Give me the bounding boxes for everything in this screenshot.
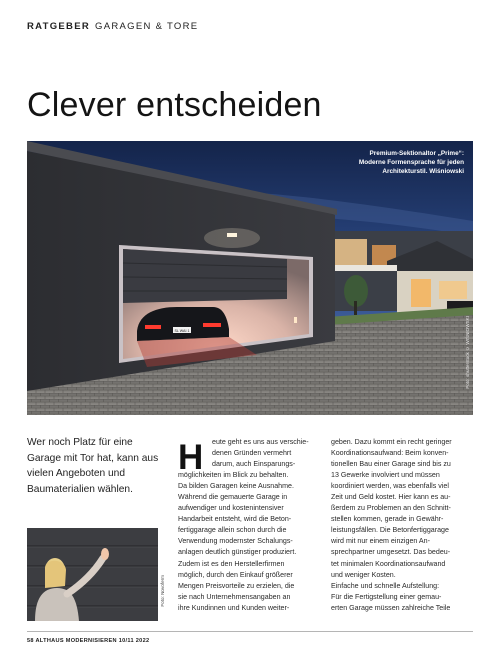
license-plate: SL WAI 1 (174, 329, 190, 333)
body-text-line: Mengen Preisvorteile zu erzielen, die (178, 581, 295, 590)
body-text-line: wird mit nur einem einzigen An- (331, 537, 430, 546)
kicker-category: RATGEBER (27, 21, 91, 32)
body-text-line: Handarbeit entsteht, wird die Beton- (178, 515, 292, 524)
body-text-line: Da bilden Garagen keine Ausnahme. (178, 482, 294, 491)
garage-night-illustration (27, 141, 473, 415)
body-text-line: Zudem ist es den Herstellerfirmen (178, 559, 285, 568)
body-text-line: Für die Fertigstellung einer gemau- (331, 592, 442, 601)
body-text-line: tet minimalen Koordinationsaufwand (331, 559, 446, 568)
body-text-line: sprechpartner umgesetzt. Das bedeu- (331, 548, 451, 557)
hero-photo-credit: Foto: shutterstock © WIŚNIOWSKI (465, 316, 470, 389)
body-text-line: sie nach Unternehmensangaben an (178, 592, 291, 601)
body-text-line: Koordinationsaufwand: Beim konven- (331, 449, 449, 458)
hero-caption-line: Moderne Formensprache für jeden (358, 159, 464, 166)
hero-photo (27, 141, 473, 415)
woman-at-garage-door-illustration (27, 528, 158, 621)
body-text-line: stellen kommen, gerade in Gewähr- (331, 515, 444, 524)
body-text-line: denen Gründen vermehrt (212, 449, 292, 458)
body-text-line: aufwendiger und kostenintensiver (178, 504, 284, 513)
body-column-2 (331, 437, 467, 614)
body-text-line: fertiggarage allein schon durch die (178, 526, 287, 535)
kicker-topic: GARAGEN & TORE (95, 21, 199, 32)
body-text-line: möglich, durch den Einkauf größerer (178, 570, 293, 579)
page-footer: 58 ALTHAUS MODERNISIEREN 10/11 2022 (27, 638, 150, 644)
inset-photo-credit: Foto: Novoferm (160, 575, 165, 607)
body-text-line: tionellen Bau einer Garage sind bis zu (331, 460, 451, 469)
body-text-line: Verwendung modernster Schalungs- (178, 537, 293, 546)
body-text-line: koordiniert werden, was ebenfalls viel (331, 482, 449, 491)
body-text-line: ihre Kundinnen und Kunden weiter- (178, 603, 290, 612)
body-text-line: und weniger Kosten. (331, 570, 396, 579)
article-teaser: Wer noch Platz für eine Garage mit Tor hat, kann aus vielen Angeboten und Baumaterialien wählen. (27, 437, 159, 495)
body-text-line: geben. Dazu kommt ein recht geringer (331, 438, 452, 446)
body-text-line: leistungsfällen. Die Betonfertiggarage (331, 526, 449, 535)
body-text-line: Während die gemauerte Garage in (178, 493, 288, 502)
hero-caption (314, 149, 464, 176)
section-kicker (27, 21, 198, 32)
body-text-line: darum, auch Einsparungs- (212, 460, 296, 469)
body-text-line: Einfache und schnelle Aufstellung: (331, 581, 440, 590)
body-text-line: 13 Gewerke involviert und müssen (331, 471, 440, 480)
body-text-line: Zeit und Geld kostet. Hier kann es au- (331, 493, 451, 502)
body-text-line: möglichkeiten im Blick zu behalten. (178, 471, 289, 480)
body-text-line: ßerdem zu Problemen an den Schnitt- (331, 504, 451, 513)
footer-rule (27, 631, 473, 632)
body-column-1 (178, 437, 314, 614)
article-headline: Clever entscheiden (27, 86, 322, 124)
hero-caption-line: Premium-Sektionaltor „Prime“: (369, 150, 464, 157)
hero-caption-line: Architekturstil. Wiśniowski (382, 168, 464, 175)
body-text-line: erten Garage müssen zahlreiche Teile (331, 603, 451, 612)
inset-photo (27, 528, 158, 621)
drop-cap: H (178, 438, 204, 477)
body-text-line: eute geht es uns aus verschie- (212, 438, 309, 446)
body-text-line: anlagen deutlich günstiger produziert. (178, 548, 297, 557)
